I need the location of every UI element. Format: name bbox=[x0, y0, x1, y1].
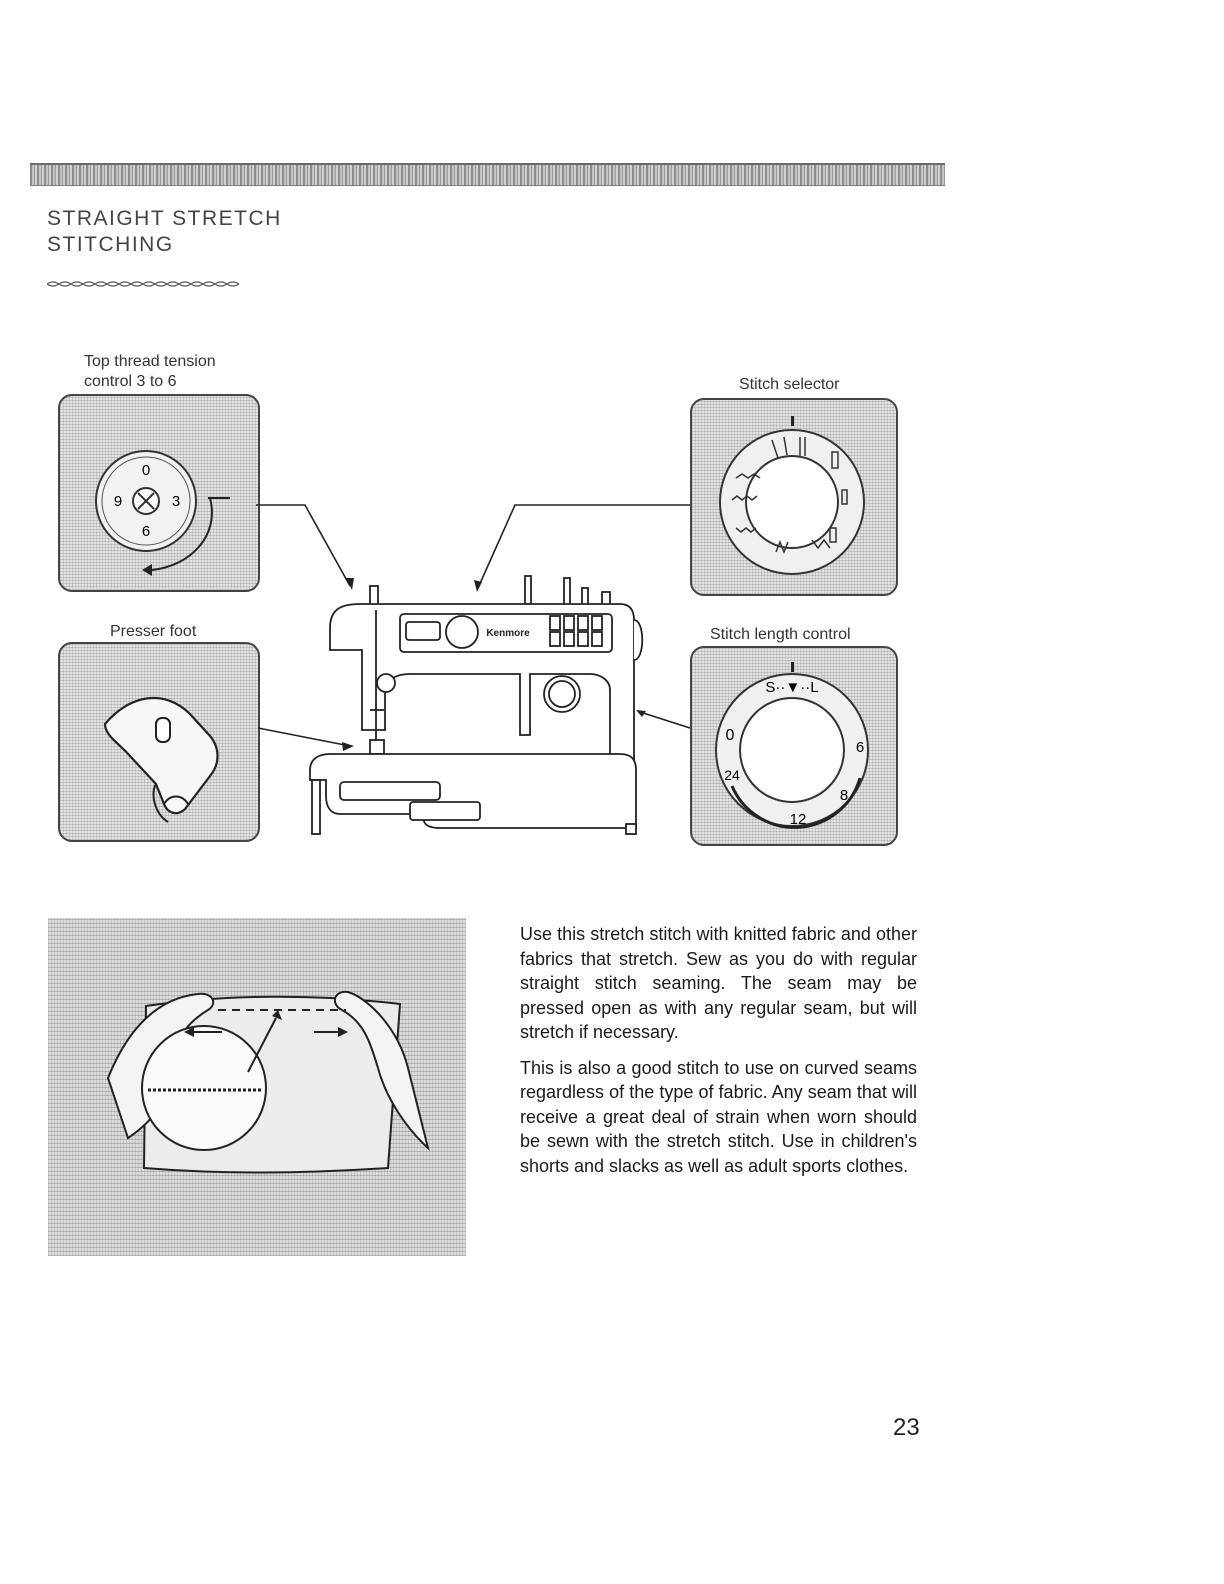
paragraph-2: This is also a good stitch to use on curved seams regardless of the type of fabric. Any seam that will receive a great deal of strain when worn should be sewn with the stretch stitch. Use in children's shorts and slacks as well as adult sports clothes. bbox=[520, 1057, 917, 1176]
length-mark-lower-left: 24 bbox=[724, 767, 740, 783]
page-title bbox=[47, 206, 282, 258]
presser-foot-panel bbox=[58, 642, 260, 842]
length-mark-lower-right: 8 bbox=[839, 787, 849, 804]
length-mark-top: S··▼··L bbox=[765, 679, 819, 696]
stitch-selector-illustration bbox=[692, 400, 896, 594]
tension-mark-top: 0 bbox=[141, 462, 151, 479]
machine-brand-label: Kenmore bbox=[486, 628, 530, 639]
tension-dial-illustration bbox=[60, 396, 258, 590]
stitch-selector-label: Stitch selector bbox=[739, 376, 840, 393]
length-mark-right: 6 bbox=[855, 739, 865, 756]
tension-mark-left: 9 bbox=[113, 493, 123, 510]
body-copy bbox=[520, 922, 917, 1189]
tension-mark-bottom: 6 bbox=[141, 523, 151, 540]
sewing-machine-illustration bbox=[300, 570, 660, 840]
length-mark-left: 0 bbox=[725, 727, 735, 744]
presser-foot-illustration bbox=[60, 644, 258, 840]
header-rule bbox=[30, 163, 945, 186]
stitch-selector-panel bbox=[690, 398, 898, 596]
stitch-ornament bbox=[47, 279, 247, 289]
page-number: 23 bbox=[893, 1414, 920, 1441]
stitch-length-illustration bbox=[692, 648, 896, 844]
length-mark-bottom: 12 bbox=[789, 811, 807, 828]
presser-foot-label: Presser foot bbox=[110, 623, 197, 640]
title-line-1: STRAIGHT STRETCH bbox=[47, 207, 282, 230]
tension-label: Top thread tension control 3 to 6 bbox=[84, 353, 216, 390]
stitch-length-panel bbox=[690, 646, 898, 846]
tension-dial-panel bbox=[58, 394, 260, 592]
seam-photo bbox=[48, 918, 466, 1256]
hands-stretching-fabric bbox=[48, 918, 466, 1256]
stitch-length-label: Stitch length control bbox=[710, 626, 851, 643]
tension-mark-right: 3 bbox=[171, 493, 181, 510]
paragraph-1: Use this stretch stitch with knitted fabric and other fabrics that stretch. Sew as you do with regular straight stitch seaming. The seam may be pressed open as with any regular seam, but will stretch if necessary. bbox=[520, 924, 917, 1042]
title-line-2: STITCHING bbox=[47, 233, 174, 256]
